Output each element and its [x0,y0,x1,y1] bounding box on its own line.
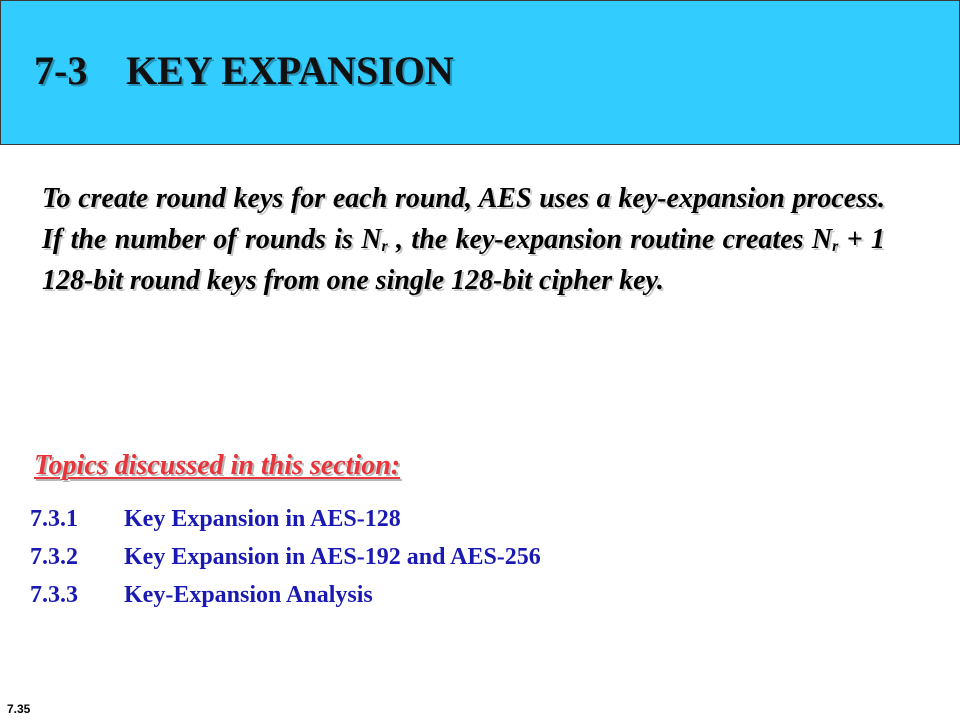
title-bar [0,0,960,145]
topic-list [30,504,541,618]
page-number: 7.35 [7,702,31,716]
section-number: 7-3 [34,48,88,93]
topic-number: 7.3.1 [30,506,78,532]
topic-number: 7.3.2 [30,544,78,570]
intro-text-part-1: To create round keys for each round, AES uses a key-expansion process. If the number of rounds is N [42,183,885,255]
topic-item [30,580,541,618]
section-title: KEY EXPANSION [126,48,454,93]
intro-subscript-2: r [832,238,839,255]
topic-label: Key-Expansion Analysis [124,582,373,608]
intro-paragraph [42,178,885,301]
topic-item [30,504,541,542]
topic-number: 7.3.3 [30,582,78,608]
slide-title [34,48,454,93]
intro-subscript-1: r [381,238,388,255]
topic-item [30,542,541,580]
intro-text-part-2: , the key-expansion routine creates N [387,224,833,255]
intro-text-part-3: + 1 128-bit round keys from one single 128-bit cipher key. [42,224,885,296]
topics-heading: Topics discussed in this section: [34,450,401,481]
topic-label: Key Expansion in AES-192 and AES-256 [124,544,541,570]
topic-label: Key Expansion in AES-128 [124,506,401,532]
